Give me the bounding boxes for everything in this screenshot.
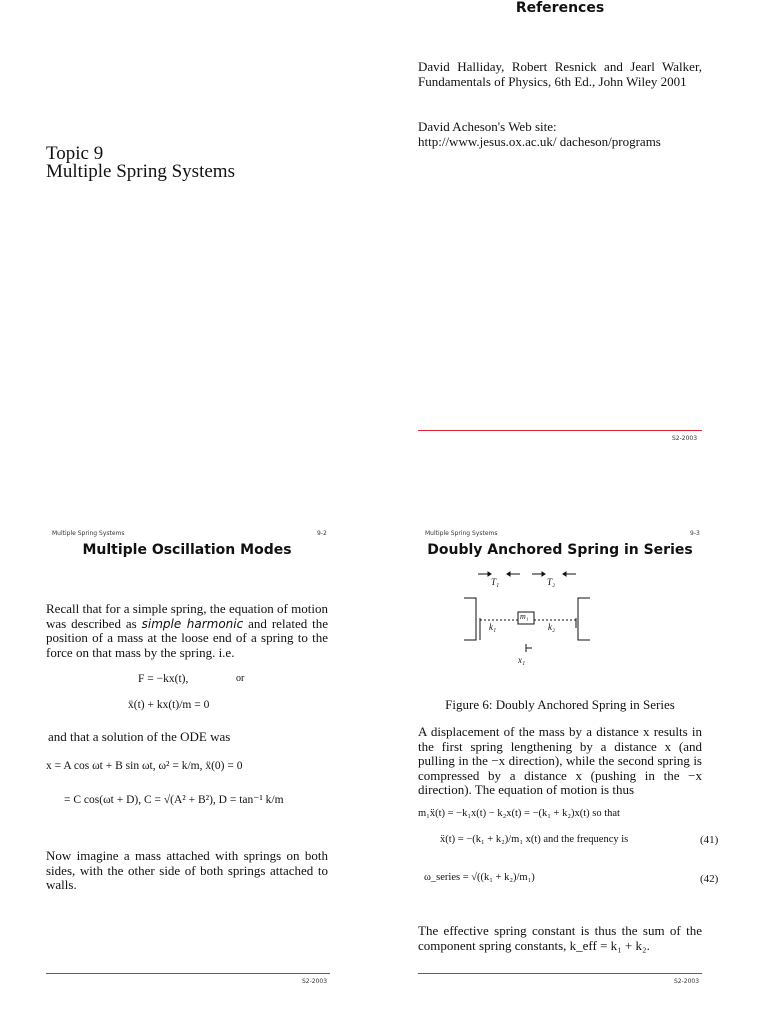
closing-paragraph: The effective spring constant is thus the sum of the component spring constants, k_eff = k₁ + k₂.: [418, 923, 702, 953]
page-footer: S2-2003: [674, 978, 700, 985]
equation-number-41: (41): [700, 834, 719, 846]
footer-rule: [418, 430, 702, 431]
displacement-marker: [526, 644, 532, 652]
equation-motion: m₁ẍ(t) = −k₁x(t) − k₂x(t) = −(k₁ + k₂)x(t) so that: [418, 808, 620, 819]
label-T2: T₂: [547, 577, 556, 587]
topic-title: Multiple Spring Systems: [46, 161, 235, 182]
label-x1: x₁: [518, 655, 526, 665]
label-k1: k₁: [489, 622, 497, 632]
intro-text-a: Recall that for a simple spring, the equation of motion was described as: [46, 601, 328, 631]
solution-line-1: x = A cos ωt + B sin ωt, ω² = k/m, ẍ(0) = 0: [46, 760, 243, 772]
references-title: References: [515, 0, 605, 16]
spring-diagram: [460, 568, 600, 668]
left-wall: [464, 598, 480, 640]
solution-intro: and that a solution of the ODE was: [48, 729, 231, 744]
footer-rule: [418, 973, 702, 974]
page-number: 9-3: [690, 530, 700, 537]
equation-or: or: [236, 673, 245, 684]
page-footer: S2-2003: [302, 978, 328, 985]
page-number: 9-2: [317, 530, 327, 537]
intro-paragraph: [46, 602, 328, 660]
reference-halliday: David Halliday, Robert Resnick and Jearl Walker, Fundamentals of Physics, 6th Ed., John Wiley 2001: [418, 59, 702, 89]
tension-arrows: [478, 572, 576, 576]
equation-ode: ẍ(t) + kx(t)/m = 0: [128, 699, 210, 711]
running-header: Multiple Spring Systems: [425, 530, 498, 537]
label-k2: k₂: [548, 622, 556, 632]
equation-acceleration: ẍ(t) = −(k₁ + k₂)/m₁ x(t) and the frequency is: [440, 834, 629, 845]
running-header: Multiple Spring Systems: [52, 530, 125, 537]
reference-acheson-url[interactable]: http://www.jesus.ox.ac.uk/ dacheson/programs: [418, 134, 661, 149]
section-title: Multiple Oscillation Modes: [82, 542, 292, 558]
solution-line-2: = C cos(ωt + D), C = √(A² + B²), D = tan⁻¹ k/m: [64, 794, 284, 806]
equation-number-42: (42): [700, 873, 719, 885]
equation-force: F = −kx(t),: [138, 673, 189, 685]
right-wall: [576, 598, 590, 640]
label-m1: m₁: [520, 612, 529, 621]
equation-frequency: ω_series = √((k₁ + k₂)/m₁): [424, 872, 535, 883]
intro-text-b: and related the position of a mass at the loose end of a spring to the force on that mass by the spring. i.e.: [46, 615, 329, 660]
reference-acheson-label: David Acheson's Web site:: [418, 119, 557, 134]
figure-caption: Figure 6: Doubly Anchored Spring in Series: [445, 697, 675, 712]
footer-rule: [46, 973, 330, 974]
page-footer: S2-2003: [672, 435, 698, 442]
displacement-paragraph: A displacement of the mass by a distance x results in the first spring lengthening by a distance x (and pulling in the −x direction), while the second spring is compressed by a distance x (pushing in the −x direction). The equation of motion is thus: [418, 724, 702, 798]
closing-paragraph: Now imagine a mass attached with springs on both sides, with the other side of both springs attached to walls.: [46, 848, 328, 893]
label-T1: T₁: [491, 577, 500, 587]
topic-number: Topic 9: [46, 143, 104, 164]
section-title: Doubly Anchored Spring in Series: [427, 542, 693, 558]
intro-emphasis: simple harmonic: [141, 616, 244, 631]
